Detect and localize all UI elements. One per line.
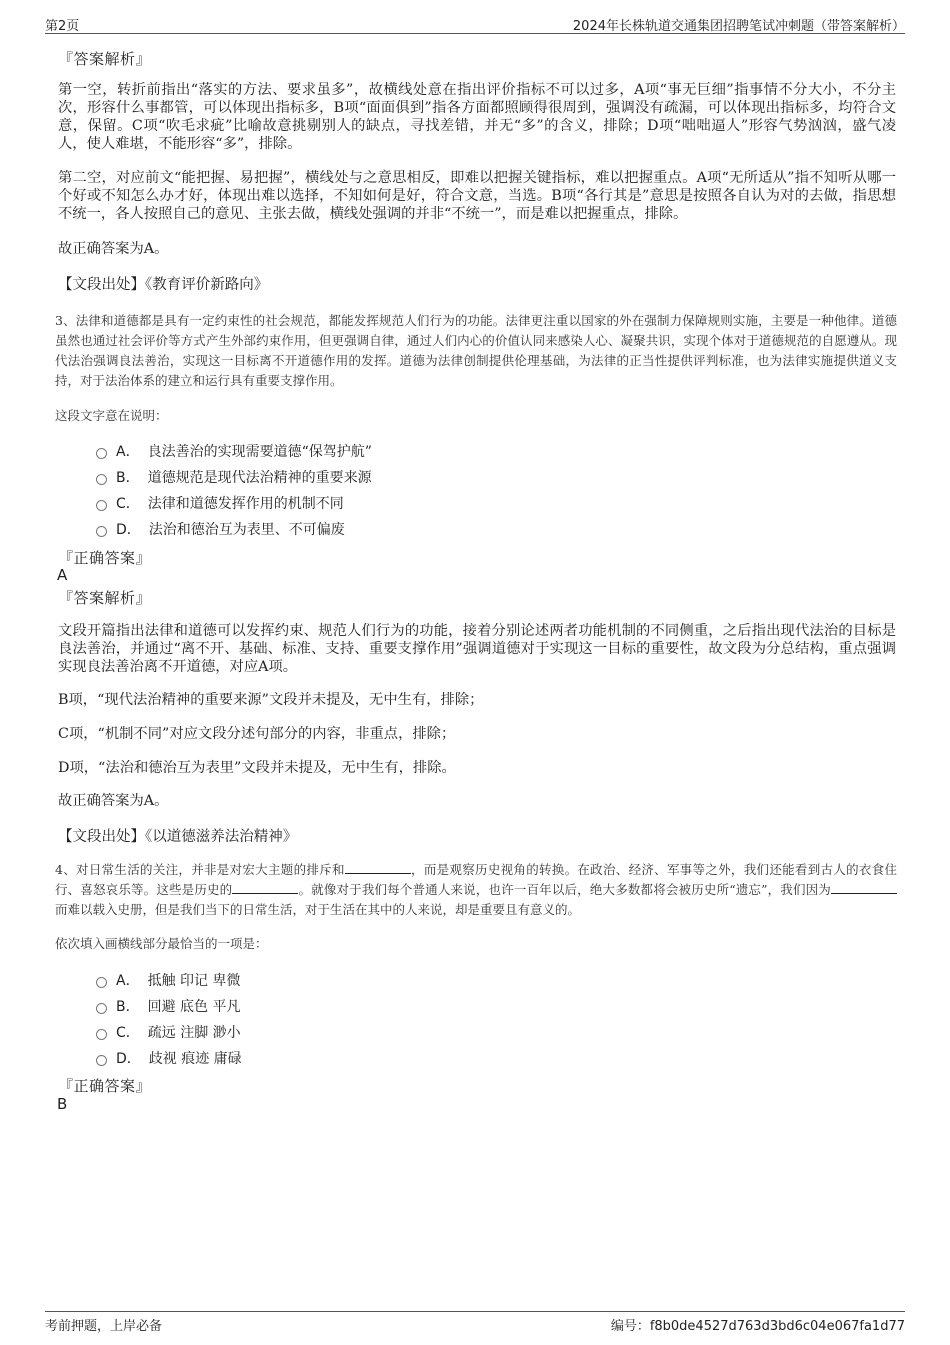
analysis-paragraph: 第一空，转折前指出“落实的方法、要求虽多”，故横线处意在指出评价指标不可以过多，A项“事无巨细”指事情不分大小，不分主次，形容什么事都管，可以体现出指标多，B项“面面俱到”指各方面都照顾得很周到，强调没有疏漏，可以体现出指标多，均符合文意，保留。C项“吹毛求疵”比喻故意挑剔别人的缺点，寻找差错，并无“多”的含义，排除；D项“咄咄逼人”形容气势汹汹，盛气凌人，使人难堪，不能形容“多”，排除。	[58, 82, 896, 152]
radio-button[interactable]	[96, 977, 107, 988]
question-3-option-d[interactable]	[96, 519, 345, 539]
question-3-option-c[interactable]	[96, 493, 344, 513]
analysis-paragraph: C项，“机制不同”对应文段分述句部分的内容，非重点，排除；	[58, 726, 456, 742]
radio-button[interactable]	[96, 1055, 107, 1066]
page-number: 第2页	[45, 19, 80, 34]
analysis-label: 『答案解析』	[58, 589, 152, 607]
question-4-option-b[interactable]	[96, 996, 241, 1016]
option-key: B．	[116, 470, 140, 486]
radio-button[interactable]	[96, 1029, 107, 1040]
question-3-option-b[interactable]	[96, 467, 372, 487]
question-4-text-part: 。就像对于我们每个普通人来说，也许一百年以后，绝大多数都将会被历史所“遗忘”，我们因为	[298, 882, 831, 897]
radio-button[interactable]	[96, 1003, 107, 1014]
analysis-conclusion: 故正确答案为A。	[58, 241, 169, 257]
option-text: 良法善治的实现需要道德“保驾护航”	[147, 444, 372, 460]
correct-answer-label: 『正确答案』	[58, 1077, 152, 1095]
option-text: 法律和道德发挥作用的机制不同	[147, 496, 344, 512]
question-3-option-a[interactable]	[96, 441, 372, 461]
option-key: C．	[116, 496, 140, 512]
question-4-option-c[interactable]	[96, 1022, 241, 1042]
correct-answer-label: 『正确答案』	[58, 549, 152, 567]
question-4-text-part: 而难以载入史册，但是我们当下的日常生活，对于生活在其中的人来说，却是重要且有意义的。	[55, 902, 581, 917]
option-key: D．	[116, 1051, 141, 1067]
source-citation: 【文段出处】《以道德滋养法治精神》	[58, 829, 298, 845]
question-4-text-part: 4、对日常生活的关注，并非是对宏大主题的排斥和	[55, 862, 345, 877]
analysis-paragraph: B项，“现代法治精神的重要来源”文段并未提及，无中生有，排除；	[58, 692, 484, 708]
option-text: 歧视 痕迹 庸碌	[148, 1051, 242, 1067]
question-4-text	[55, 860, 897, 920]
radio-button[interactable]	[96, 500, 107, 511]
question-4-option-d[interactable]	[96, 1048, 242, 1068]
analysis-label: 『答案解析』	[58, 50, 152, 68]
fill-blank	[831, 881, 897, 894]
question-4-prompt: 依次填入画横线部分最恰当的一项是：	[55, 936, 268, 951]
correct-answer: B	[57, 1095, 68, 1113]
option-text: 回避 底色 平凡	[147, 999, 241, 1015]
document-title: 2024年长株轨道交通集团招聘笔试冲刺题（带答案解析）	[572, 19, 905, 34]
analysis-conclusion: 故正确答案为A。	[58, 793, 169, 809]
option-key: A．	[116, 444, 140, 460]
question-4-option-a[interactable]	[96, 970, 240, 990]
fill-blank	[232, 881, 298, 894]
fill-blank	[345, 861, 411, 874]
question-4-text-part: ，而是观察历史视角的转换。在政治、经济、军事等之外，我们还能看到古人的衣食住行、喜怒哀乐等。这些是历史的	[55, 862, 897, 897]
analysis-paragraph: 文段开篇指出法律和道德可以发挥约束、规范人们行为的功能，接着分别论述两者功能机制的不同侧重，之后指出现代法治的目标是良法善治，并通过“离不开、基础、标准、支持、重要支撑作用”强调道德对于实现这一目标的重要性，故文段为分总结构，重点强调实现良法善治离不开道德，对应A项。	[58, 623, 896, 675]
source-citation: 【文段出处】《教育评价新路向》	[58, 277, 269, 293]
analysis-paragraph: D项，“法治和德治互为表里”文段并未提及，无中生有，排除。	[58, 760, 456, 776]
option-text: 抵触 印记 卑微	[147, 973, 241, 989]
option-text: 疏远 注脚 渺小	[147, 1025, 241, 1041]
radio-button[interactable]	[96, 526, 107, 537]
footer-slogan: 考前押题，上岸必备	[45, 1319, 163, 1334]
correct-answer: A	[57, 566, 68, 584]
radio-button[interactable]	[96, 474, 107, 485]
radio-button[interactable]	[96, 448, 107, 459]
option-text: 道德规范是现代法治精神的重要来源	[147, 470, 372, 486]
option-key: D．	[116, 522, 141, 538]
option-text: 法治和德治互为表里、不可偏废	[148, 522, 345, 538]
option-key: B．	[116, 999, 140, 1015]
question-3-prompt: 这段文字意在说明：	[55, 408, 168, 423]
question-3-text: 3、法律和道德都是具有一定约束性的社会规范，都能发挥规范人们行为的功能。法律更注重以国家的外在强制力保障规则实施，主要是一种他律。道德虽然也通过社会评价等方式产生外部约束作用，但更强调自律，通过人们内心的价值认同来感染人心、凝聚共识，实现个体对于道德规范的自愿遵从。现代法治强调良法善治，实现这一目标离不开道德作用的发挥。道德为法律创制提供伦理基础，为法律的正当性提供评判标准，也为法律实施提供道义支持，对于法治体系的建立和运行具有重要支撑作用。	[55, 313, 897, 388]
page-footer	[45, 1311, 905, 1334]
analysis-paragraph: 第二空，对应前文“能把握、易把握”，横线处与之意思相反，即难以把握关键指标，难以把握重点。A项“无所适从”指不知听从哪一个好或不知怎么办才好，体现出难以选择，不知如何是好，符合文意，当选。B项“各行其是”意思是按照各自认为对的去做，指思想不统一，各人按照自己的意见、主张去做，横线处强调的并非“不统一”，而是难以把握重点，排除。	[58, 170, 896, 222]
document-code: 编号：f8b0de4527d763d3bd6c04e067fa1d77	[610, 1319, 905, 1334]
option-key: C．	[116, 1025, 140, 1041]
page-header	[45, 13, 905, 34]
option-key: A．	[116, 973, 140, 989]
